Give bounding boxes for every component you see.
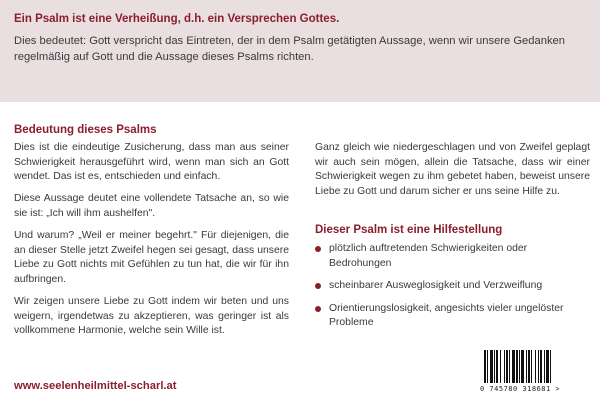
left-paragraph-1: Dies ist die eindeutige Zusicherung, dass man aus seiner Schwierigkeit herausgeführt wird, wenn man sich an Gott wendet. Das ist es, entschieden und einfach.	[14, 142, 289, 183]
website-url[interactable]: www.seelenheilmittel-scharl.at	[14, 380, 177, 392]
left-section-title: Bedeutung dieses Psalms	[14, 124, 157, 136]
list-item-text: Orientierungslosigkeit, angesichts vieler ungelöster Probleme	[329, 302, 564, 329]
bullet-icon	[315, 306, 321, 312]
bullet-icon	[315, 283, 321, 289]
list-item	[315, 302, 590, 331]
list-item	[315, 279, 590, 294]
list-item	[315, 242, 590, 271]
list-item-text: scheinbarer Ausweglosigkeit und Verzweiflung	[329, 280, 543, 292]
right-paragraph: Ganz gleich wie niedergeschlagen und von Zweifel geplagt wir auch sein mögen, allein die Tatsache, dass wir einer Schwierigkeit wegen zu ihm gebetet haben, beweist unsere Liebe zu Gott und darum sicher er uns seine Hilfe zu.	[315, 142, 590, 197]
header-title: Ein Psalm ist eine Verheißung, d.h. ein Versprechen Gottes.	[14, 13, 340, 25]
help-list	[315, 242, 590, 339]
left-paragraph-4: Wir zeigen unsere Liebe zu Gott indem wir beten und uns weigern, irgendetwas zu akzeptieren, was geringer ist als vollkommene Harmonie, welche sein Wille ist.	[14, 296, 289, 337]
list-item-text: plötzlich auftretenden Schwierigkeiten oder Bedrohungen	[329, 243, 528, 269]
header-text: Dies bedeutet: Gott verspricht das Eintreten, der in dem Psalm getätigten Aussage, wenn wir unsere Gedanken regelmäßig auf Gott und die Aussage dieses Psalms richten.	[14, 35, 565, 63]
bullet-icon	[315, 246, 321, 252]
barcode-digits: 0 745780 318681 >	[480, 385, 561, 393]
right-section-title: Dieser Psalm ist eine Hilfestellung	[315, 224, 503, 236]
left-paragraph-2: Diese Aussage deutet eine vollendete Tatsache an, so wie sie ist: „Ich will ihm aushelfen".	[14, 193, 289, 219]
left-paragraph-3: Und warum? „Weil er meiner begehrt." Für diejenigen, die an dieser Stelle jetzt Zweifel hegen sei gesagt, dass unsere Liebe zu Gott nichts mit Gefühlen zu tun hat, die wir für ihn aufbringen.	[14, 230, 289, 285]
